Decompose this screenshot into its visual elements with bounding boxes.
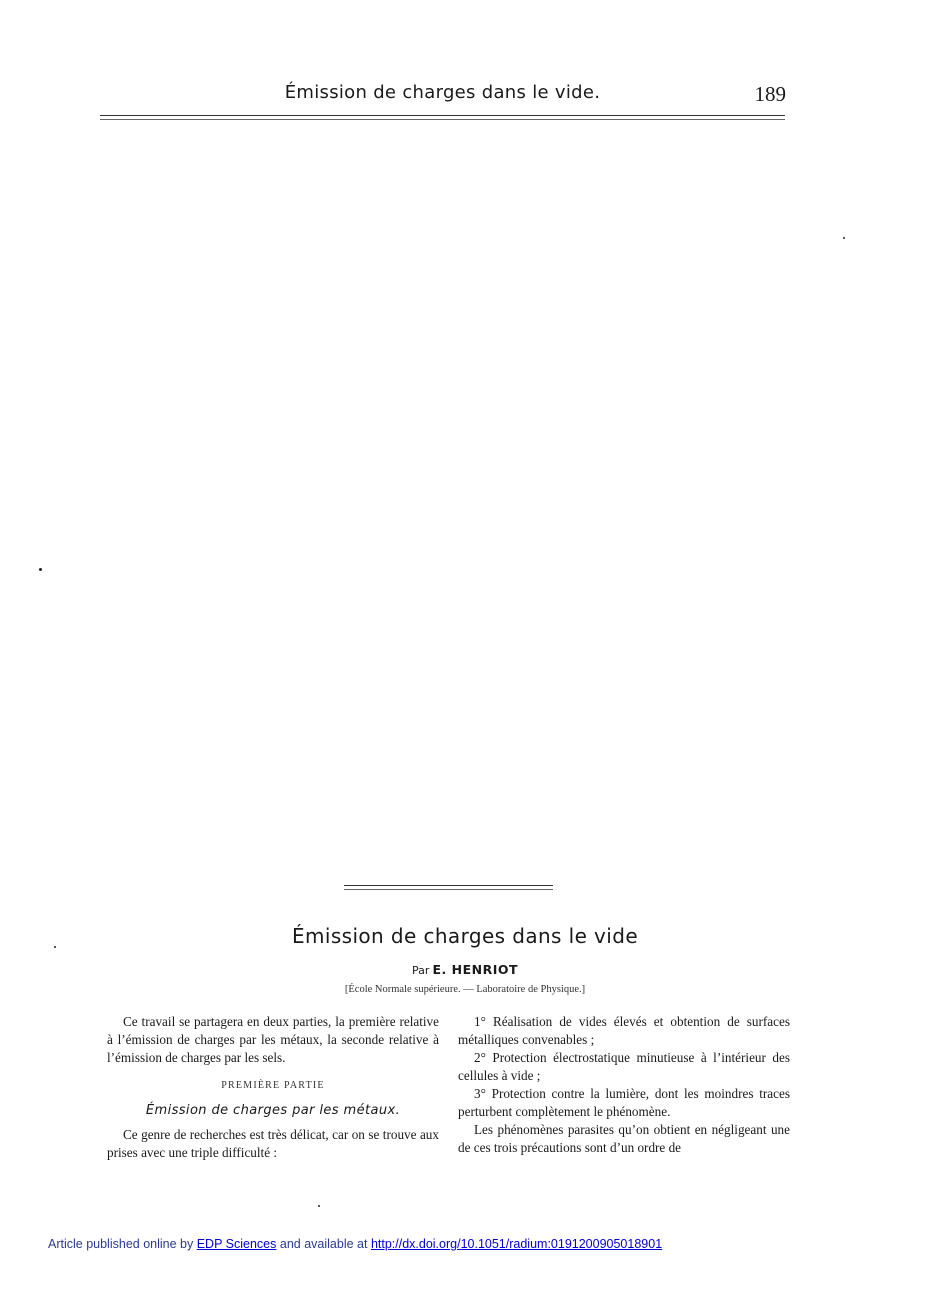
list-item: 1° Réalisation de vides élevés et obtention de surfaces métalliques convenables ; [458, 1014, 790, 1047]
right-column [458, 1013, 790, 1157]
article-title: Émission de charges dans le vide [291, 924, 639, 948]
running-title: Émission de charges dans le vide. [284, 82, 601, 103]
header-rule-secondary [100, 119, 785, 120]
author-affiliation: [École Normale supérieure. — Laboratoire de Physique.] [344, 984, 586, 995]
footer-middle: and available at [279, 1237, 368, 1251]
scan-speck [54, 946, 56, 948]
title-rule-secondary [344, 889, 553, 890]
publication-footer [48, 1237, 662, 1251]
doi-link[interactable]: http://dx.doi.org/10.1051/radium:0191200905018901 [370, 1237, 663, 1251]
title-rule [344, 885, 553, 886]
body-paragraph: Ce genre de recherches est très délicat, car on se trouve aux prises avec une triple difficulté : [107, 1127, 439, 1160]
part-heading: PREMIÈRE PARTIE [221, 1080, 325, 1091]
page-number: 189 [754, 82, 786, 106]
header-rule [100, 115, 785, 116]
publisher-link[interactable]: EDP Sciences [196, 1237, 277, 1251]
intro-paragraph: Ce travail se partagera en deux parties, la première relative à l’émission de charges par les métaux, la seconde relative à l’émission de charges par les sels. [107, 1014, 439, 1065]
left-column [107, 1013, 439, 1162]
section-heading: Émission de charges par les métaux. [145, 1103, 401, 1118]
author-name: E. HENRIOT [432, 962, 519, 977]
scan-speck [843, 237, 845, 239]
body-paragraph: Les phénomènes parasites qu’on obtient en négligeant une de ces trois précautions sont d’un ordre de [458, 1122, 790, 1155]
byline [200, 962, 730, 978]
list-item: 3° Protection contre la lumière, dont les moindres traces perturbent complètement le phénomène. [458, 1086, 790, 1119]
scan-speck [39, 568, 42, 571]
byline-prefix: Par [411, 964, 430, 977]
list-item: 2° Protection électrostatique minutieuse à l’intérieur des cellules à vide ; [458, 1050, 790, 1083]
footer-prefix: Article published online by [48, 1237, 194, 1251]
scan-speck [318, 1205, 320, 1207]
